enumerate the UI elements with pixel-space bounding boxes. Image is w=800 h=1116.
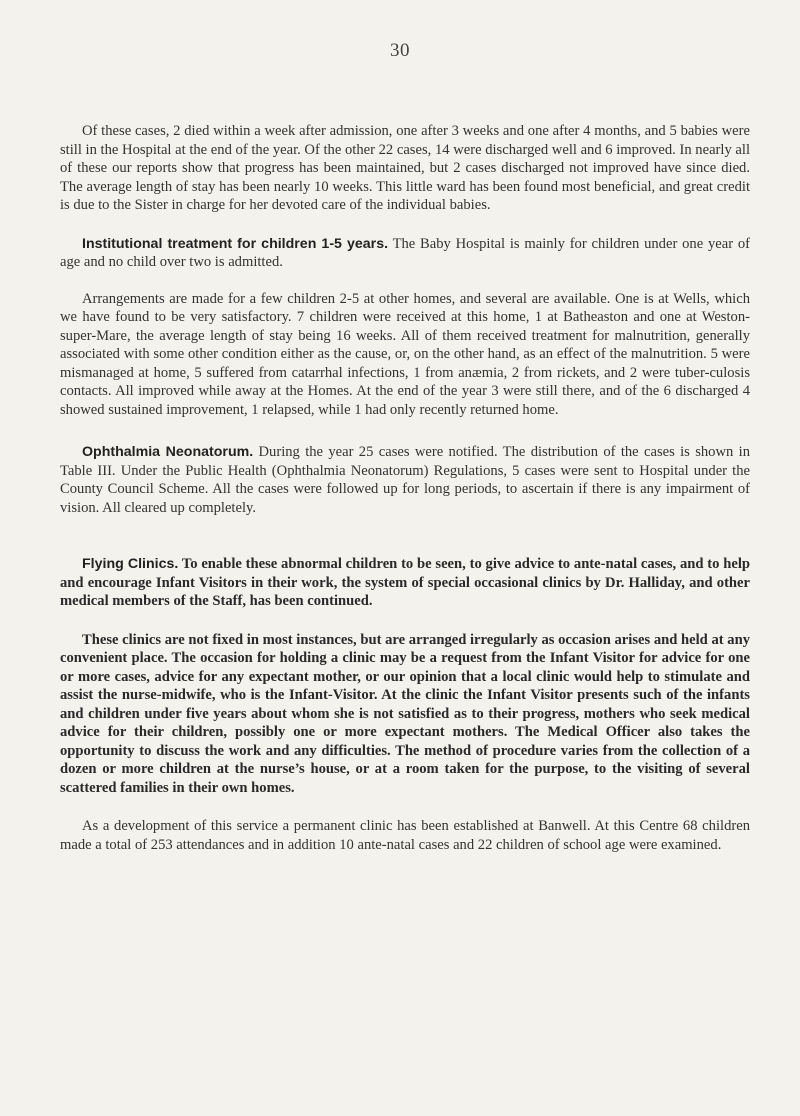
paragraph-banwell-development <box>60 817 750 854</box>
paragraph-arrangements <box>60 290 750 420</box>
paragraph-cases-outcome <box>60 122 750 215</box>
paragraph-text: As a development of this service a permanent clinic has been established at Banwell. At this Centre 68 children made a total of 253 attendances and in addition 10 ante-natal cases and 22 children of school age were examined. <box>60 818 750 853</box>
page-number: 30 <box>390 40 410 61</box>
paragraph-institutional-treatment <box>60 235 750 272</box>
section-heading-flying-clinics: Flying Clinics. <box>82 556 179 572</box>
paragraph-text: During the year 25 cases were notified. The distribution of the cases is shown in Table III. Under the Public Health (Ophthalmia Neonatorum) Regulations, 5 cases were sent to Hospital under the County Council Scheme. All the cases were followed up for long periods, to ascertain if there is any impairment of vision. All cleared up completely. <box>60 444 750 516</box>
paragraph-text: To enable these abnormal children to be seen, to give advice to ante-natal cases, and to help and encourage Infant Visitors in their work, the system of special occasional clinics by Dr. Halliday, and other medical members of the Staff, has been continued. <box>60 556 750 609</box>
paragraph-text: These clinics are not fixed in most instances, but are arranged irregularly as occasion arises and held at any convenient place. The occasion for holding a clinic may be a request from the Infant Visitor for advice for one or more cases, advice for any expectant mother, or our opinion that a local clinic would help to stimulate and assist the nurse-midwife, who is the Infant-Visitor. At the clinic the Infant Visitor presents such of the infants and children under five years about whom she is not satisfied as to their progress, mothers who seek medical advice for their children, possibly one or more expectant mothers. The Medical Officer also takes the opportunity to discuss the work and any difficulties. The method of procedure varies from the collection of a dozen or more children at the nurse’s house, or at a room taken for the purpose, to the visiting of several scattered families in their own homes. <box>60 631 750 796</box>
section-heading-institutional-treatment: Institutional treatment for children 1-5 years. <box>82 235 389 252</box>
paragraph-ophthalmia-neonatorum <box>60 443 750 517</box>
paragraph-flying-clinics <box>60 555 750 611</box>
body-text <box>60 122 750 872</box>
paragraph-text: Arrangements are made for a few children 2-5 at other homes, and several are available. One is at Wells, which we have found to be very satisfactory. 7 children were received at this home, 1 at Batheaston and one at Weston-super-Mare, the average length of stay being 16 weeks. All of them received treatment for malnutrition, generally associated with some other condition either as the cause, or, on the other hand, as an effect of the malnutrition. 5 were mismanaged at home, 5 suffered from catarrhal infections, 1 from anæmia, 2 from rickets, and 2 were tuber-culosis contacts. All improved while away at the Homes. At the end of the year 3 were still there, and of the 6 discharged 4 showed sustained improvement, 1 relapsed, while 1 had only recently returned home. <box>60 290 750 418</box>
section-heading-ophthalmia-neonatorum: Ophthalmia Neonatorum. <box>82 444 254 460</box>
paragraph-text: Of these cases, 2 died within a week after admission, one after 3 weeks and one after 4 months, and 5 babies were still in the Hospital at the end of the year. Of the other 22 cases, 14 were discharged well and 6 improved. In nearly all of these our reports show that progress has been maintained, but 2 cases discharged not improved have since died. The average length of stay has been nearly 10 weeks. This little ward has been found most beneficial, and great credit is due to the Sister in charge for her devoted care of the individual babies. <box>60 123 750 213</box>
paragraph-clinics-description <box>60 631 750 798</box>
paragraph-text: The Baby Hospital is mainly for children under one year of age and no child over two is admitted. <box>60 235 750 270</box>
